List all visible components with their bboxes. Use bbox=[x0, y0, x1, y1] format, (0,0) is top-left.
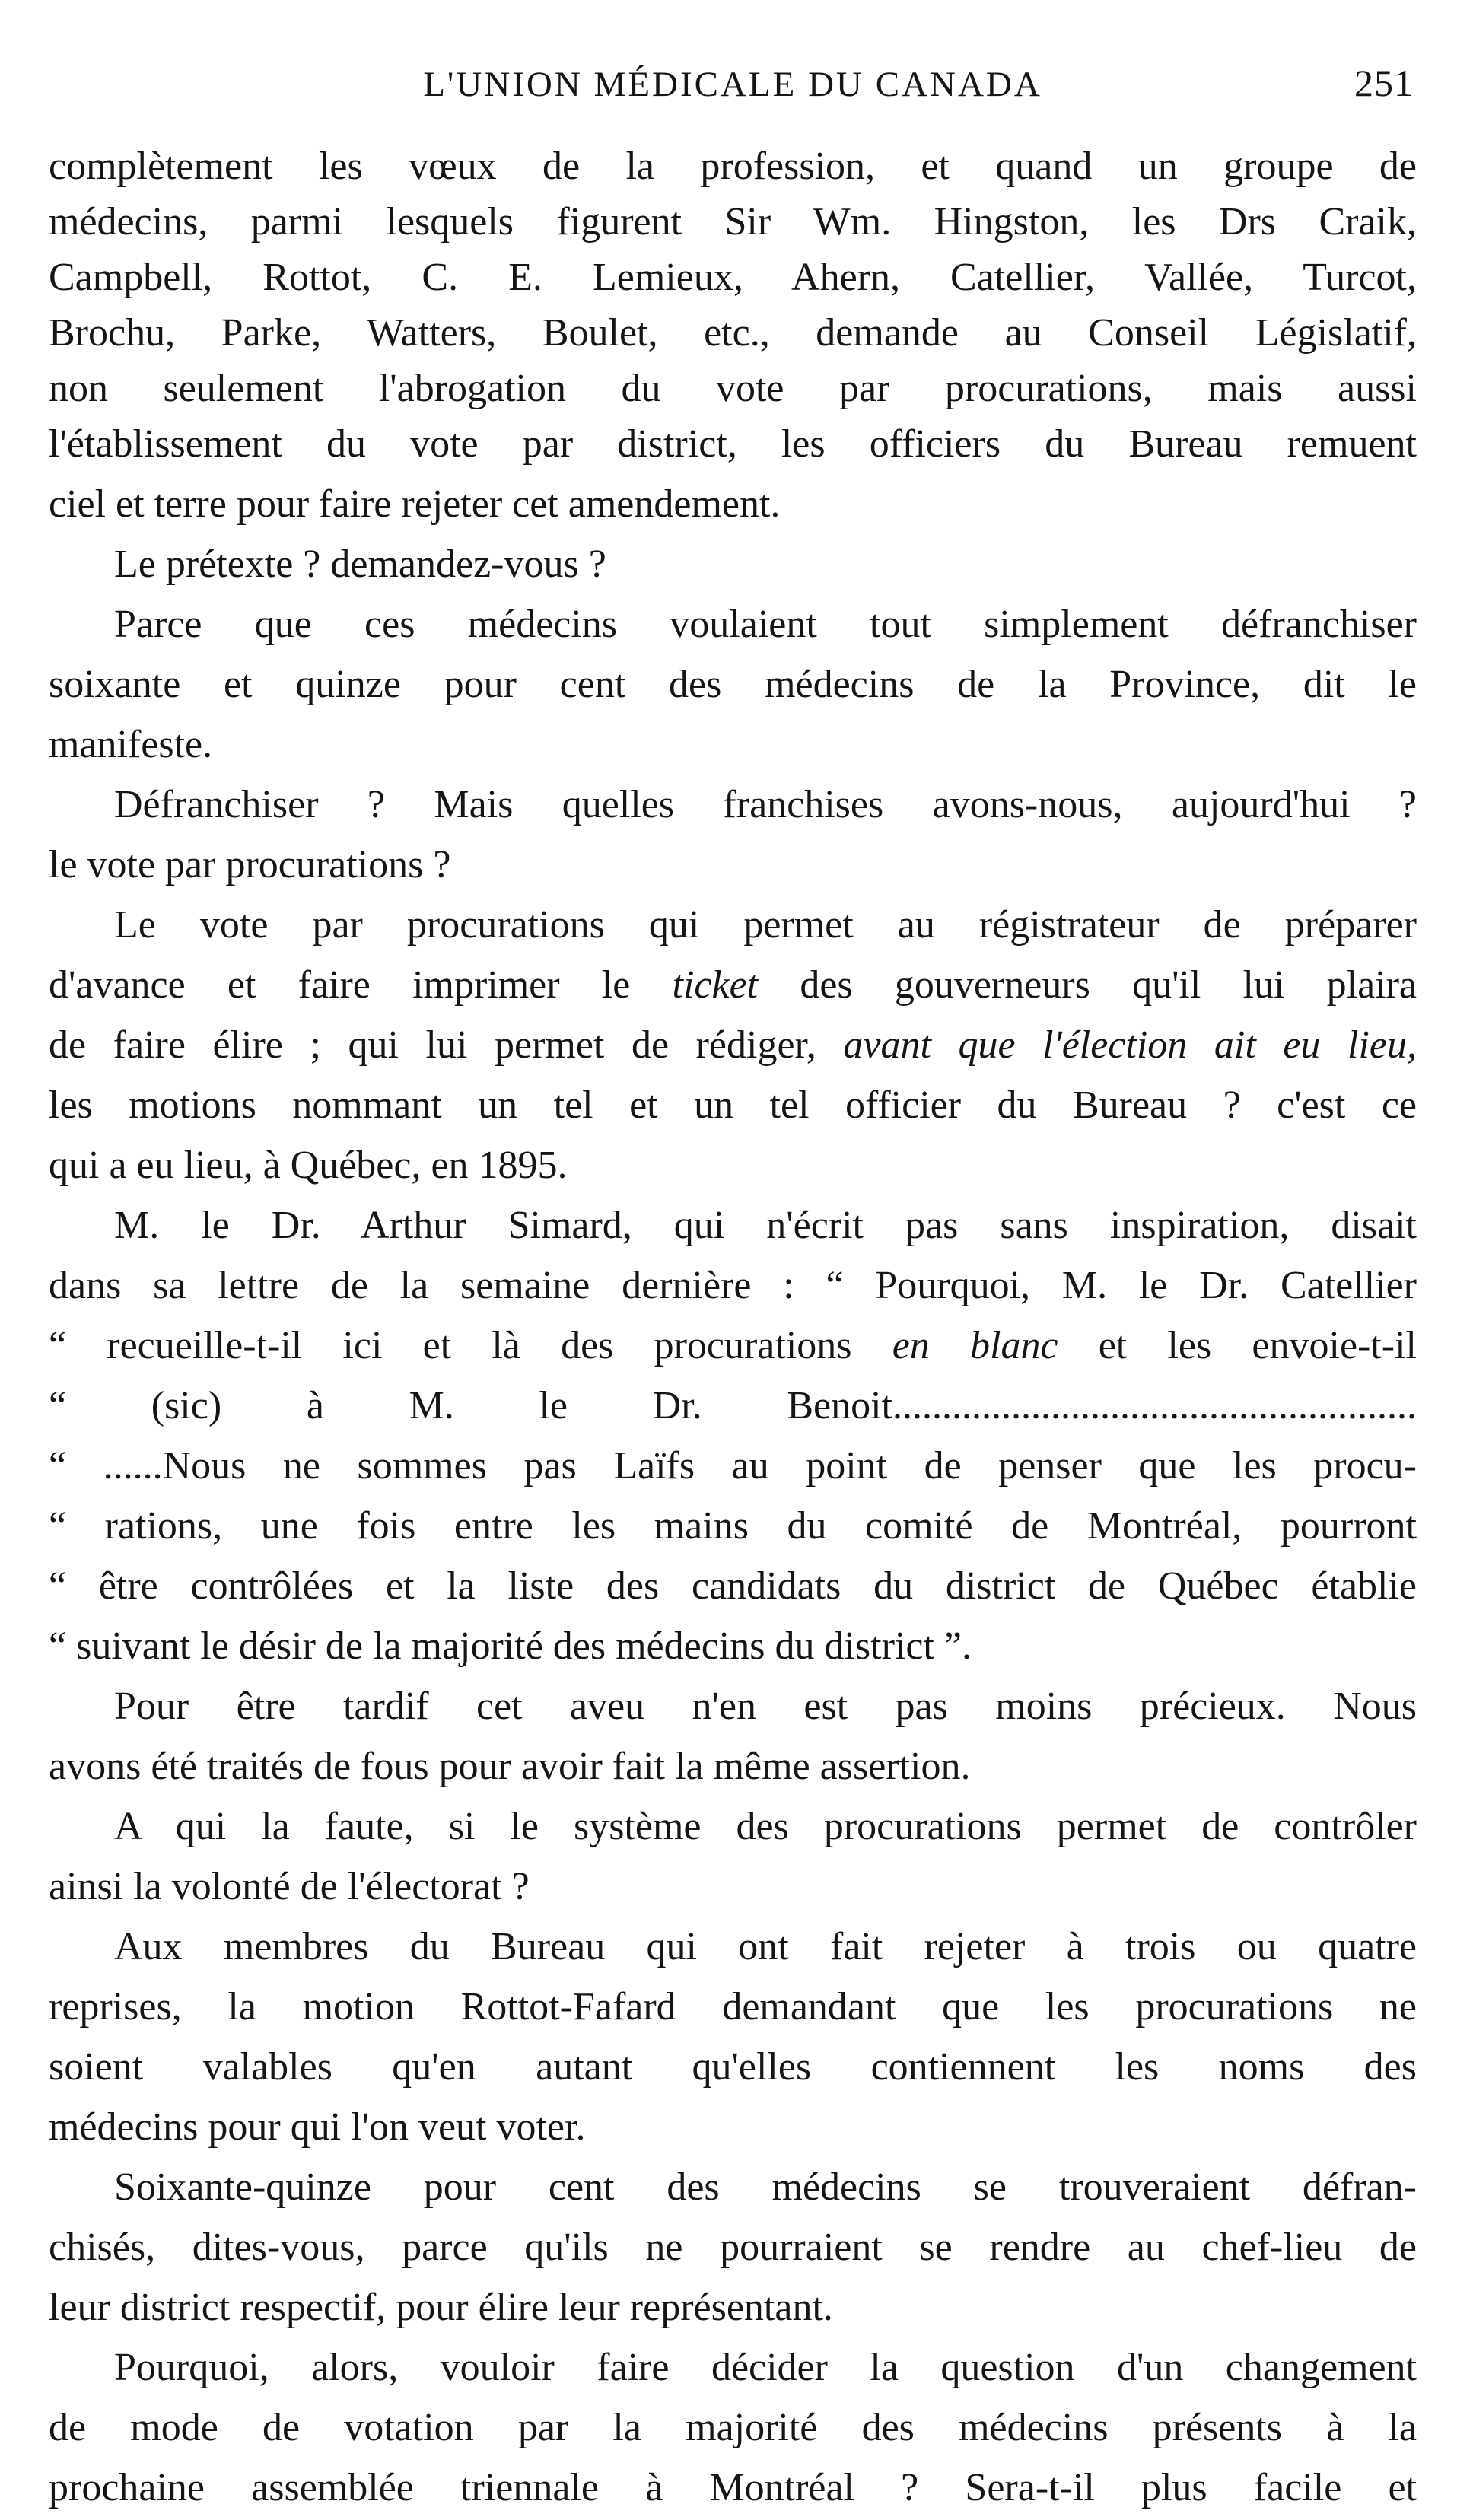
page-number: 251 bbox=[1354, 62, 1414, 104]
text-line: le vote par procurations ? bbox=[49, 843, 451, 886]
paragraph-3-end bbox=[49, 717, 1417, 772]
journal-title: L'UNION MÉDICALE DU CANADA bbox=[423, 65, 1042, 104]
paragraph-8 bbox=[49, 1799, 1417, 1854]
text-line: ciel et terre pour faire rejeter cet amendement. bbox=[49, 482, 781, 526]
paragraph-9-line-3 bbox=[49, 2039, 1417, 2095]
paragraph-8-end bbox=[49, 1859, 1417, 1914]
text-line: Pour être tardif cet aveu n'en est pas moins précieux. Nous bbox=[114, 1685, 1417, 1728]
paragraph-6-line-4 bbox=[49, 1378, 1417, 1433]
text-line: soient valables qu'en autant qu'elles contiennent les noms des bbox=[49, 2045, 1417, 2089]
text-line: Défranchiser ? Mais quelles franchises avons-nous, aujourd'hui ? bbox=[114, 783, 1417, 826]
paragraph-5-line-3 bbox=[49, 1017, 1417, 1073]
paragraph-7-end bbox=[49, 1739, 1417, 1794]
paragraph-5-line-4 bbox=[49, 1077, 1417, 1133]
paragraph-3 bbox=[49, 597, 1417, 652]
italic-phrase: en blanc bbox=[892, 1324, 1058, 1367]
paragraph-6-line-2 bbox=[49, 1258, 1417, 1313]
running-header bbox=[49, 55, 1417, 125]
text-line: A qui la faute, si le système des procurations permet de contrôler bbox=[114, 1805, 1417, 1848]
text-line: leur district respectif, pour élire leur représentant. bbox=[49, 2286, 833, 2329]
text-line: chisés, dites-vous, parce qu'ils ne pourraient se rendre au chef-lieu de bbox=[49, 2226, 1417, 2269]
text-line: Soixante-quinze pour cent des médecins se trouveraient défran- bbox=[114, 2165, 1417, 2209]
italic-term: ticket bbox=[672, 963, 759, 1007]
text-line: de mode de votation par la majorité des médecins présents à la bbox=[49, 2406, 1417, 2449]
text-line: qui a eu lieu, à Québec, en 1895. bbox=[49, 1144, 568, 1187]
text-line: médecins, parmi lesquels figurent Sir Wm. Hingston, les Drs Craik, bbox=[49, 200, 1417, 243]
text-line: Pourquoi, alors, vouloir faire décider la question d'un changement bbox=[114, 2346, 1417, 2389]
text-line: dans sa lettre de la semaine dernière : “ Pourquoi, M. le Dr. Catellier bbox=[49, 1264, 1417, 1307]
text-line: ainsi la volonté de l'électorat ? bbox=[49, 1865, 530, 1908]
article-body bbox=[49, 138, 1417, 2515]
text-segment: des gouverneurs qu'il lui plaira bbox=[758, 963, 1417, 1007]
paragraph-6-line-7 bbox=[49, 1558, 1417, 1614]
paragraph-10-end bbox=[49, 2280, 1417, 2335]
text-line: “ (sic) à M. le Dr. Benoit..................................................... bbox=[49, 1384, 1417, 1427]
text-line: l'établissement du vote par district, les officiers du Bureau remuent bbox=[49, 422, 1417, 466]
paragraph-5-line-2 bbox=[49, 957, 1417, 1013]
paragraph-2 bbox=[49, 536, 1417, 592]
paragraph-4-end bbox=[49, 837, 1417, 892]
text-line: Campbell, Rottot, C. E. Lemieux, Ahern, Catellier, Vallée, Turcot, bbox=[49, 256, 1417, 299]
text-line: les motions nommant un tel et un tel officier du Bureau ? c'est ce bbox=[49, 1083, 1417, 1127]
text-line: “ être contrôlées et la liste des candidats du district de Québec établie bbox=[49, 1564, 1417, 1608]
text-line: Aux membres du Bureau qui ont fait rejeter à trois ou quatre bbox=[114, 1925, 1417, 1968]
paragraph-1 bbox=[49, 138, 1417, 472]
text-line: M. le Dr. Arthur Simard, qui n'écrit pas sans inspiration, disait bbox=[114, 1204, 1417, 1247]
paragraph-9 bbox=[49, 1919, 1417, 1974]
text-line: reprises, la motion Rottot-Fafard demandant que les procurations ne bbox=[49, 1985, 1417, 2028]
paragraph-5 bbox=[49, 897, 1417, 953]
paragraph-4 bbox=[49, 777, 1417, 832]
text-line: soixante et quinze pour cent des médecins de la Province, dit le bbox=[49, 663, 1417, 706]
paragraph-10 bbox=[49, 2159, 1417, 2215]
text-line: complètement les vœux de la profession, et quand un groupe de bbox=[49, 145, 1417, 188]
paragraph-6-end bbox=[49, 1618, 1417, 1674]
text-line: Le vote par procurations qui permet au régistrateur de préparer bbox=[114, 903, 1417, 947]
italic-phrase: avant que l'élection ait eu lieu, bbox=[843, 1023, 1417, 1067]
text-line: Parce que ces médecins voulaient tout simplement défranchiser bbox=[114, 603, 1417, 646]
paragraph-11 bbox=[49, 2340, 1417, 2395]
text-line: “ ......Nous ne sommes pas Laïfs au point de penser que les procu- bbox=[49, 1444, 1417, 1488]
text-line: non seulement l'abrogation du vote par procurations, mais aussi bbox=[49, 367, 1417, 410]
paragraph-9-end bbox=[49, 2099, 1417, 2155]
paragraph-9-line-2 bbox=[49, 1979, 1417, 2035]
text-line: Le prétexte ? demandez-vous ? bbox=[114, 542, 606, 586]
text-line: “ rations, une fois entre les mains du comité de Montréal, pourront bbox=[49, 1504, 1417, 1548]
paragraph-6-line-6 bbox=[49, 1498, 1417, 1554]
text-line: avons été traités de fous pour avoir fait la même assertion. bbox=[49, 1745, 971, 1788]
document-page bbox=[49, 55, 1417, 2520]
paragraph-10-line-2 bbox=[49, 2219, 1417, 2275]
paragraph-3-cont bbox=[49, 657, 1417, 712]
paragraph-11-line-2 bbox=[49, 2400, 1417, 2455]
text-segment: “ recueille-t-il ici et là des procurations bbox=[49, 1324, 892, 1367]
text-segment: de faire élire ; qui lui permet de rédiger, bbox=[49, 1023, 844, 1067]
paragraph-11-line-3 bbox=[49, 2460, 1417, 2515]
paragraph-1-end bbox=[49, 476, 1417, 532]
paragraph-6-line-3 bbox=[49, 1318, 1417, 1373]
text-line: “ suivant le désir de la majorité des médecins du district ”. bbox=[49, 1624, 972, 1668]
text-line: prochaine assemblée triennale à Montréal ? Sera-t-il plus facile et bbox=[49, 2466, 1417, 2509]
text-segment: et les envoie-t-il bbox=[1058, 1324, 1417, 1367]
paragraph-6 bbox=[49, 1198, 1417, 1253]
paragraph-7 bbox=[49, 1678, 1417, 1734]
text-line: manifeste. bbox=[49, 723, 213, 766]
text-line: médecins pour qui l'on veut voter. bbox=[49, 2105, 586, 2149]
paragraph-6-line-5 bbox=[49, 1438, 1417, 1494]
text-segment: d'avance et faire imprimer le bbox=[49, 963, 673, 1007]
paragraph-5-end bbox=[49, 1138, 1417, 1193]
text-line: Brochu, Parke, Watters, Boulet, etc., demande au Conseil Législatif, bbox=[49, 311, 1417, 355]
